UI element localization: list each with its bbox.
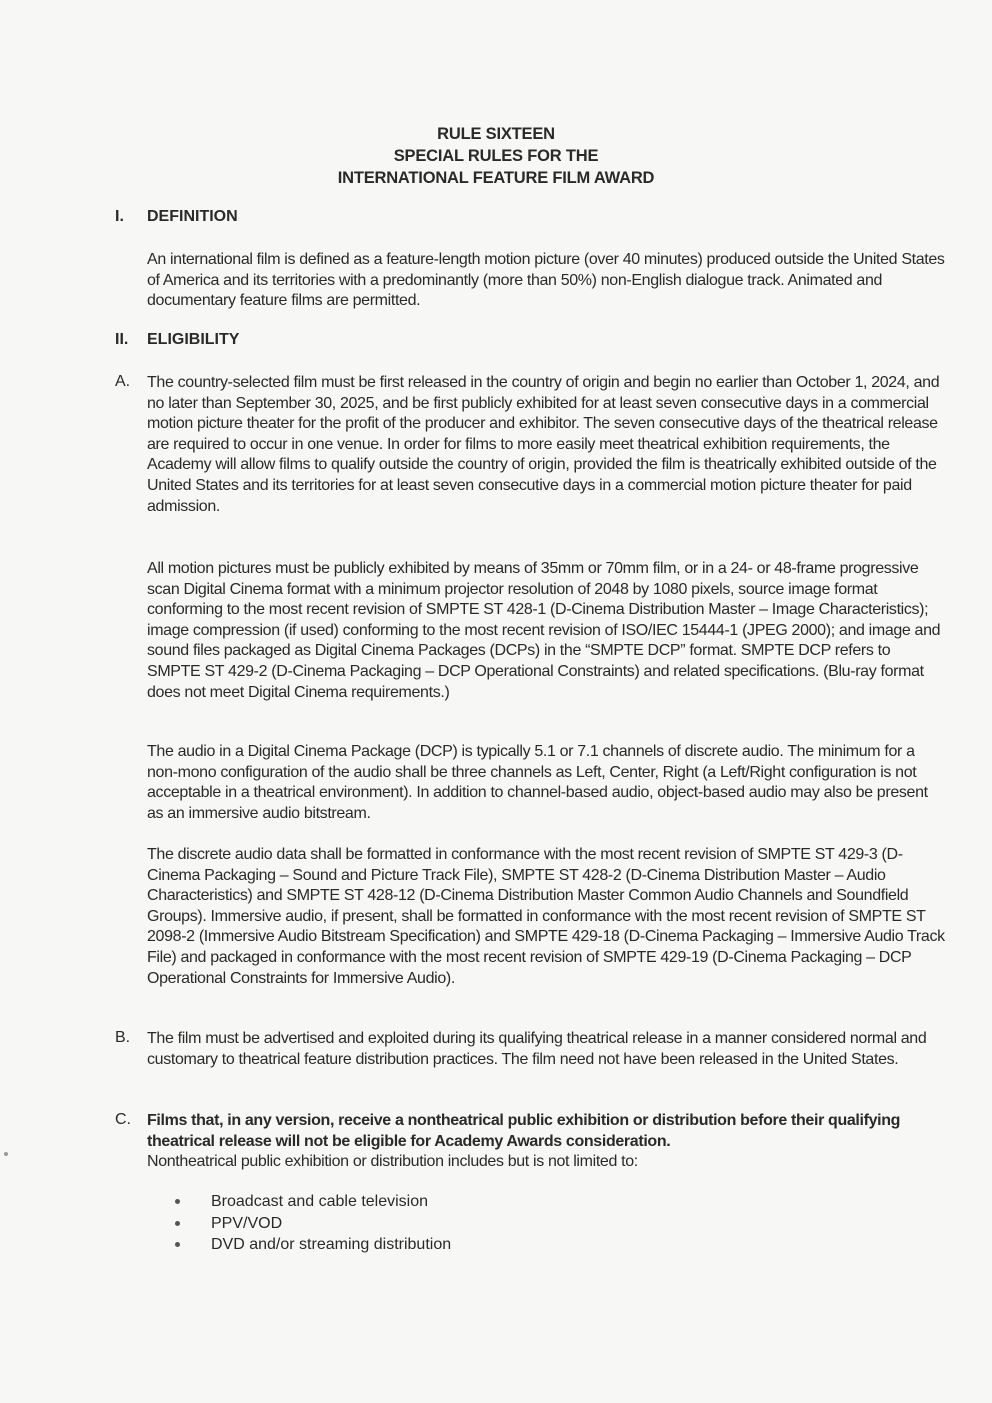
scan-speck bbox=[4, 1152, 8, 1156]
title-line-1: RULE SIXTEEN bbox=[437, 125, 555, 143]
eligibility-a-paragraph-3: The audio in a Digital Cinema Package (DCP) is typically 5.1 or 7.1 channels of discrete audio. The minimum for a non-mono configuration of the audio shall be three channels as Left, Center, Right (a Left/Right configuration is not acceptable in a theatrical environment). In addition to channel-based audio, object-based audio may also be present as an immersive audio bitstream. bbox=[147, 743, 928, 822]
definition-paragraph: An international film is defined as a feature-length motion picture (over 40 minutes) produced outside the United States of America and its territories with a predominantly (more than 50%) non-English dialogue track. Animated and documentary feature films are permitted. bbox=[147, 251, 945, 310]
eligibility-c-text: Nontheatrical public exhibition or distribution includes but is not limited to: bbox=[147, 1153, 638, 1171]
item-letter-a: A. bbox=[115, 373, 131, 390]
bullet-icon bbox=[175, 1242, 180, 1247]
eligibility-c-bold-statement: Films that, in any version, receive a nontheatrical public exhibition or distribution before their qualifying theatrical release will not be eligible for Academy Awards consideration. bbox=[147, 1112, 901, 1150]
bullet-icon bbox=[175, 1221, 180, 1226]
eligibility-a-paragraph-4: The discrete audio data shall be formatted in conformance with the most recent revision of SMPTE ST 429-3 (D-Cinema Packaging – Sound and Picture Track File), SMPTE ST 428-2 (D-Cinema Distribution Master – Audio Characteristics) and SMPTE ST 428-12 (D-Cinema Distribution Master Common Audio Channels and Soundfield Groups). Immersive audio, if present, shall be formatted in conformance with the most recent revision of SMPTE ST 2098-2 (Immersive Audio Bitstream Specification) and SMPTE 429-18 (D-Cinema Packaging – Immersive Audio Track File) and packaged in conformance with the most recent revision of SMPTE 429-19 (D-Cinema Packaging – DCP Operational Constraints for Immersive Audio). bbox=[147, 846, 945, 987]
eligibility-b-paragraph: The film must be advertised and exploited during its qualifying theatrical release in a manner considered normal and customary to theatrical feature distribution practices. The film need not have been released in the United States. bbox=[147, 1030, 927, 1068]
section-heading-definition bbox=[115, 208, 238, 226]
section-heading-eligibility bbox=[115, 331, 239, 349]
item-letter-c: C. bbox=[115, 1111, 131, 1128]
section-number: II. bbox=[115, 331, 129, 348]
item-letter-b: B. bbox=[115, 1029, 131, 1046]
nontheatrical-list bbox=[175, 1191, 451, 1256]
section-title: ELIGIBILITY bbox=[147, 331, 240, 348]
eligibility-c-paragraph bbox=[147, 1111, 947, 1173]
bullet-icon bbox=[175, 1199, 180, 1204]
list-item-text: DVD and/or streaming distribution bbox=[211, 1236, 452, 1253]
list-item bbox=[175, 1234, 451, 1256]
title-line-2: SPECIAL RULES FOR THE bbox=[393, 147, 599, 165]
list-item-text: Broadcast and cable television bbox=[211, 1193, 429, 1210]
eligibility-a-paragraph-1: The country-selected film must be first released in the country of origin and begin no earlier than October 1, 2024, and no later than September 30, 2025, and be first publicly exhibited for at least seven consecutive days in a commercial motion picture theater for the profit of the producer and exhibitor. The seven consecutive days of the theatrical release are required to occur in one venue. In order for films to more easily meet theatrical exhibition requirements, the Academy will allow films to qualify outside the country of origin, provided the film is theatrically exhibited outside of the United States and its territories for at least seven consecutive days in a commercial motion picture theater for paid admission. bbox=[147, 374, 940, 515]
list-item bbox=[175, 1191, 451, 1213]
rule-title bbox=[0, 123, 992, 189]
list-item-text: PPV/VOD bbox=[211, 1214, 283, 1232]
eligibility-a-paragraph-2: All motion pictures must be publicly exhibited by means of 35mm or 70mm film, or in a 24- or 48-frame progressive scan Digital Cinema format with a minimum projector resolution of 2048 by 1080 pixels, source image format conforming to the most recent revision of SMPTE ST 428-1 (D-Cinema Distribution Master – Image Characteristics); image compression (if used) conforming to the most recent revision of ISO/IEC 15444-1 (JPEG 2000); and image and sound files packaged as Digital Cinema Packages (DCPs) in the “SMPTE DCP” format. SMPTE DCP refers to SMPTE ST 429-2 (D-Cinema Packaging – DCP Operational Constraints) and related specifications. (Blu-ray format does not meet Digital Cinema requirements.) bbox=[147, 560, 941, 701]
title-line-3: INTERNATIONAL FEATURE FILM AWARD bbox=[337, 169, 655, 187]
section-number: I. bbox=[115, 208, 124, 225]
section-title: DEFINITION bbox=[147, 208, 238, 225]
list-item bbox=[175, 1213, 451, 1235]
